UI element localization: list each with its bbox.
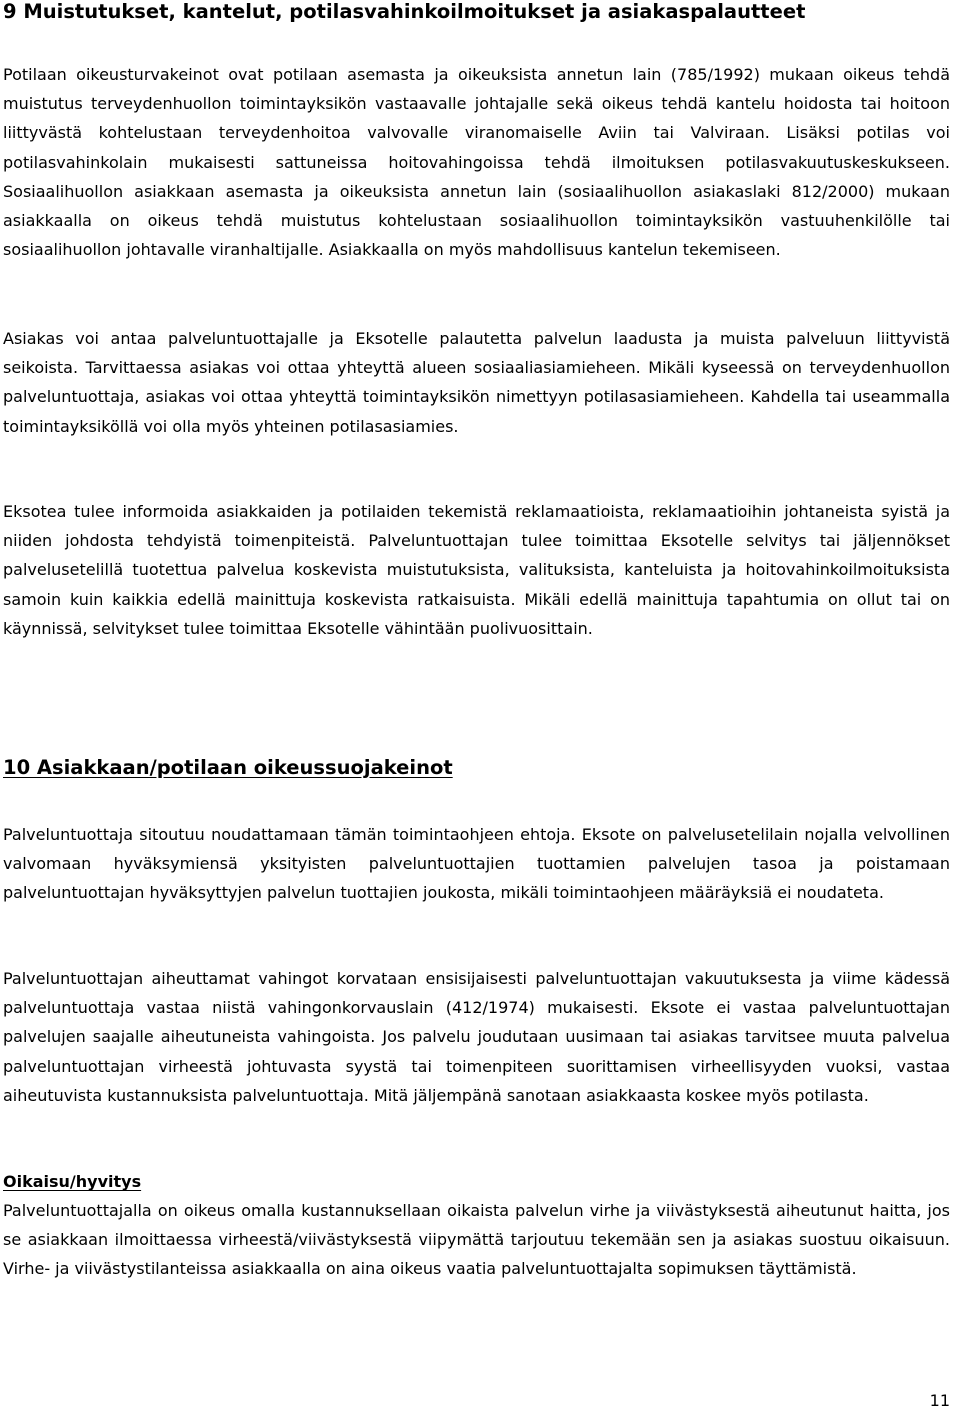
section-9-heading: 9 Muistutukset, kantelut, potilasvahinkoilmoitukset ja asiakaspalautteet (3, 0, 806, 23)
oikaisu-subheading: Oikaisu/hyvitys (3, 1172, 142, 1191)
section-10-heading: 10 Asiakkaan/potilaan oikeussuojakeinot (3, 756, 453, 779)
section-10-paragraph-3: Palveluntuottajalla on oikeus omalla kustannuksellaan oikaista palvelun virhe ja viivästyksestä aiheutunut haitta, jos se asiakkaan ilmoittaessa virheestä/viivästyksestä viipymättä tarjoutuu tekemään sen ja asiakas suostuu oikaisuun. Virhe- ja viivästystilanteissa asiakkaalla on aina oikeus vaatia palveluntuottajalta sopimuksen täyttämistä. (3, 1201, 950, 1279)
section-10-paragraph-2: Palveluntuottajan aiheuttamat vahingot korvataan ensisijaisesti palveluntuottajan vakuutuksesta ja viime kädessä palveluntuottaja vastaa niistä vahingonkorvauslain (412/1974) mukaisesti. Eksote ei vastaa palveluntuottajan palvelujen saajalle aiheutuneista vahingoista. Jos palvelu joudutaan uusimaan tai asiakas tarvitsee muuta palvelua palveluntuottajan virheestä johtuvasta syystä tai toimenpiteen suorittamisen virheellisyyden vuoksi, vastaa aiheutuvista kustannuksista palveluntuottaja. Mitä jäljempänä sanotaan asiakkaasta koskee myös potilasta. (3, 969, 950, 1105)
section-9-paragraph-2: Asiakas voi antaa palveluntuottajalle ja Eksotelle palautetta palvelun laadusta ja muista palveluun liittyvistä seikoista. Tarvittaessa asiakas voi ottaa yhteyttä alueen sosiaaliasiamieheen. Mikäli kyseessä on terveydenhuollon palveluntuottaja, asiakas voi ottaa yhteyttä toimintayksikön nimettyyn potilasasiamieheen. Kahdella tai useammalla toimintayksiköllä voi olla myös yhteinen potilasasiamies. (3, 329, 950, 436)
section-9-paragraph-1: Potilaan oikeusturvakeinot ovat potilaan asemasta ja oikeuksista annetun lain (785/1992) mukaan oikeus tehdä muistutus terveydenhuollon toimintayksikön vastaavalle johtajalle sekä oikeus tehdä kantelu hoidosta tai hoitoon liittyvästä kohtelustaan terveydenhoitoa valvovalle viranomaiselle Aviin tai Valviraan. Lisäksi potilas voi potilasvahinkolain mukaisesti sattuneissa hoitovahingoissa tehdä ilmoituksen potilasvakuutuskeskukseen. Sosiaalihuollon asiakkaan asemasta ja oikeuksista annetun lain (sosiaalihuollon asiakaslaki 812/2000) mukaan asiakkaalla on oikeus tehdä muistutus kohtelustaan sosiaalihuollon toimintayksikön vastuuhenkilölle tai sosiaalihuollon johtavalle viranhaltijalle. Asiakkaalla on myös mahdollisuus kantelun tekemiseen. (3, 65, 950, 260)
section-9-paragraph-3: Eksotea tulee informoida asiakkaiden ja potilaiden tekemistä reklamaatioista, reklamaatioihin johtaneista syistä ja niiden johdosta tehdyistä toimenpiteistä. Palveluntuottajan tulee toimittaa Eksotelle selvitys tai jäljennökset palvelusetelillä tuotettua palvelua koskevista muistutuksista, valituksista, kanteluista ja hoitovahinkoilmoituksista samoin kuin kaikkia edellä mainittuja koskevista ratkaisuista. Mikäli edellä mainittuja tapahtumia on ollut tai on käynnissä, selvitykset tulee toimittaa Eksotelle vähintään puolivuosittain. (3, 502, 950, 638)
page-number: 11 (929, 1391, 950, 1410)
section-10-paragraph-1: Palveluntuottaja sitoutuu noudattamaan tämän toimintaohjeen ehtoja. Eksote on palvelusetelilain nojalla velvollinen valvomaan hyväksymiensä yksityisten palveluntuottajien tuottamien palvelujen tasoa ja poistamaan palveluntuottajan hyväksyttyjen palvelun tuottajien joukosta, mikäli toimintaohjeen määräyksiä ei noudateta. (3, 825, 950, 903)
